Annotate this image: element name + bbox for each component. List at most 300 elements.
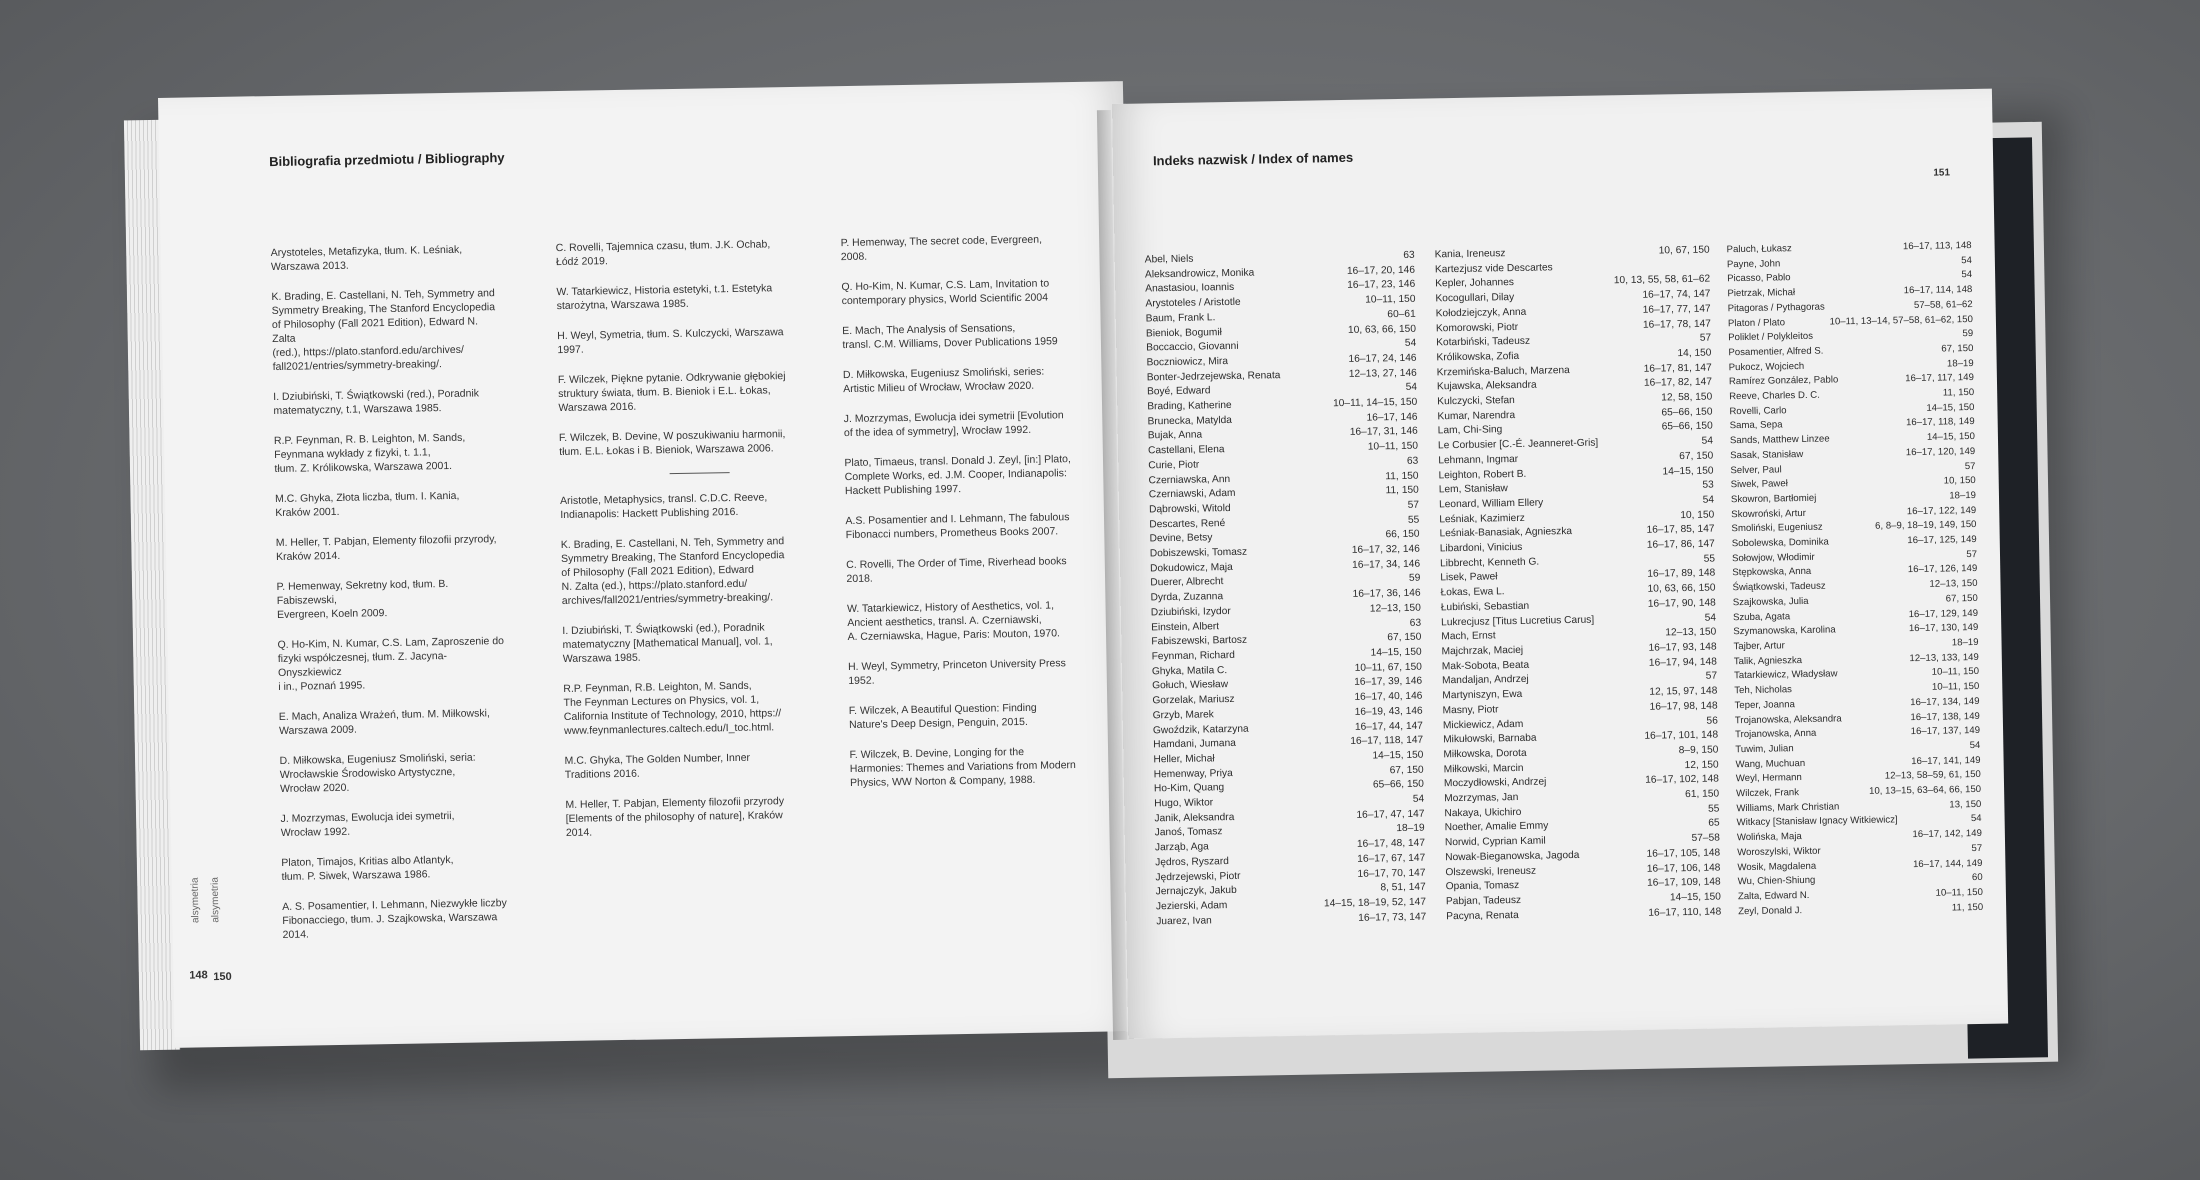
index-pages: 16–17, 23, 146 <box>1347 279 1416 292</box>
index-name: Sama, Sepa <box>1729 419 1783 432</box>
bibliography-entry: H. Weyl, Symmetry, Princeton University Press 1952. <box>847 657 1066 688</box>
index-pages: 16–17, 118, 149 <box>1905 416 1975 429</box>
bibliography-entry: J. Mozrzymas, Ewolucja idei symetrii [Evolution of the idea of symmetry], Wrocław 1992. <box>843 409 1064 440</box>
index-pages: 57–58 <box>1691 832 1721 845</box>
index-pages: 14–15, 150 <box>1662 465 1714 477</box>
bibliography-entry: Q. Ho-Kim, N. Kumar, C.S. Lam, Invitation to contemporary physics, World Scientific 2004 <box>841 277 1050 308</box>
index-name: Łokas, Ewa L. <box>1440 586 1505 599</box>
index-pages: 16–17, 109, 148 <box>1646 876 1721 890</box>
index-name: Janik, Aleksandra <box>1154 811 1235 825</box>
bibliography-entry: E. Mach, Analiza Wrażeń, tłum. M. Miłkowski, Warszawa 2009. <box>278 707 490 737</box>
index-name: Libardoni, Vinicius <box>1439 541 1523 555</box>
index-pages: 16–17, 102, 148 <box>1645 773 1719 787</box>
index-name: Reeve, Charles D. C. <box>1729 389 1820 403</box>
index-name: Szuba, Agata <box>1732 610 1791 623</box>
index-pages: 10–11, 14–15, 150 <box>1332 396 1418 410</box>
bibliography-entry: J. Mozrzymas, Ewolucja idei symetrii, Wrocław 1992. <box>280 809 455 839</box>
index-name: Bonter-Jedrzejewska, Renata <box>1146 369 1281 384</box>
index-name: Łubiński, Sebastian <box>1440 600 1530 614</box>
index-pages: 14–15, 150 <box>1926 401 1975 414</box>
index-pages: 12–13, 133, 149 <box>1909 651 1979 664</box>
index-pages: 16–17, 36, 146 <box>1352 587 1421 601</box>
bibliography-entry: P. Hemenway, Sekretny kod, tłum. B. Fabiszewski, Evergreen, Koeln 2009. <box>276 578 449 622</box>
index-column-1 <box>1145 249 1427 930</box>
index-pages: 16–17, 144, 149 <box>1912 857 1983 870</box>
bibliography-entry: P. Hemenway, The secret code, Evergreen, 2008. <box>840 233 1043 264</box>
index-name: Einstein, Albert <box>1151 620 1220 633</box>
index-name: Leśniak, Kazimierz <box>1439 512 1525 526</box>
bibliography-entry: M. Heller, T. Pabjan, Elementy filozofii przyrody [Elements of the philosophy of nature], Kraków 2014. <box>565 795 785 839</box>
side-label: alsymetria <box>209 877 222 923</box>
index-pages: 12, 58, 150 <box>1661 391 1713 404</box>
index-name: Descartes, René <box>1149 517 1226 531</box>
index-name: Miłkowska, Dorota <box>1443 747 1527 761</box>
index-pages: 10, 63, 66, 150 <box>1347 323 1417 336</box>
index-pages: 18–19 <box>1949 489 1977 502</box>
index-name: Selver, Paul <box>1730 463 1782 476</box>
index-pages: 55 <box>1703 553 1716 565</box>
index-name: Dokudowicz, Maja <box>1150 561 1233 575</box>
index-pages: 55 <box>1707 803 1720 815</box>
index-name: Sołowjow, Włodimir <box>1731 551 1815 565</box>
bibliography-entry: I. Dziubiński, T. Świątkowski (red.), Poradnik matematyczny, t.1, Warszawa 1985. <box>273 387 480 418</box>
bibliography-entry: F. Wilczek, A Beautiful Question: Finding Nature's Deep Design, Penguin, 2015. <box>848 701 1037 732</box>
divider <box>670 472 730 474</box>
index-pages: 12, 150 <box>1684 759 1719 771</box>
index-pages: 18–19 <box>1946 357 1974 370</box>
index-name: Wosik, Magdalena <box>1737 860 1817 873</box>
index-pages: 16–17, 48, 147 <box>1356 837 1426 850</box>
index-name: Nakaya, Ukichiro <box>1444 806 1522 820</box>
index-name: Sands, Matthew Linzee <box>1729 433 1830 447</box>
index-name: Moczydłowski, Andrzej <box>1443 776 1547 790</box>
right-page <box>1112 89 2008 1039</box>
index-pages: 8, 51, 147 <box>1380 881 1426 894</box>
bibliography-entry: Aristotle, Metaphysics, transl. C.D.C. Reeve, Indianapolis: Hackett Publishing 2016. <box>559 491 768 522</box>
index-name: Dziubiński, Izydor <box>1150 605 1231 619</box>
index-pages: 16–17, 85, 147 <box>1646 523 1715 537</box>
index-pages: 57 <box>1407 499 1420 511</box>
index-pages: 16–17, 20, 146 <box>1346 264 1416 277</box>
index-pages: 16–17, 105, 148 <box>1646 847 1721 860</box>
index-pages: 16–17, 138, 149 <box>1910 710 1980 723</box>
index-name: Duerer, Albrecht <box>1150 576 1224 589</box>
index-pages: 14–15, 150 <box>1372 749 1424 762</box>
side-label: alsymetria <box>189 877 202 924</box>
index-pages: 59 <box>1962 328 1974 340</box>
bibliography-entry: M.C. Ghyka, Złota liczba, tłum. I. Kania, Kraków 2001. <box>274 489 460 520</box>
index-pages: 16–17, 77, 147 <box>1642 303 1711 316</box>
bibliography-entry: F. Wilczek, B. Devine, W poszukiwaniu harmonii, tłum. E.L. Łokas i B. Bieniok, Warszawa 2006. <box>558 428 786 459</box>
index-pages: 67, 150 <box>1945 592 1978 605</box>
index-name: Ghyka, Matila C. <box>1151 664 1228 678</box>
index-pages: 54 <box>1961 269 1973 281</box>
index-name: Anastasiou, Ioannis <box>1145 282 1235 295</box>
index-name: Nowak-Bieganowska, Jagoda <box>1445 849 1580 864</box>
index-pages: 10, 13–15, 63–64, 66, 150 <box>1868 783 1982 797</box>
index-name: Jernajczyk, Jakub <box>1155 885 1237 898</box>
index-name: Platon / Plato <box>1727 316 1786 329</box>
index-pages: 16–17, 142, 149 <box>1912 828 1982 841</box>
index-pages: 54 <box>1704 612 1717 624</box>
index-name: Tuwim, Julian <box>1735 743 1794 756</box>
index-name: Kotarbiński, Tadeusz <box>1436 335 1531 349</box>
bibliography-entry: C. Rovelli, The Order of Time, Riverhead books 2018. <box>846 555 1067 586</box>
index-pages: 8–9, 150 <box>1678 744 1719 757</box>
index-name: Krzemińska-Baluch, Marzena <box>1436 364 1570 378</box>
page-number: 150 <box>213 970 232 984</box>
index-pages: 54 <box>1412 793 1425 805</box>
index-pages: 16–17, 34, 146 <box>1352 558 1421 571</box>
index-pages: 57 <box>1964 460 1976 472</box>
index-name: Mach, Ernst <box>1441 630 1496 643</box>
index-pages: 54 <box>1701 435 1714 447</box>
index-pages: 16–17, 44, 147 <box>1354 720 1423 733</box>
index-name: Boccaccio, Giovanni <box>1146 341 1239 354</box>
index-pages: 55 <box>1407 514 1420 526</box>
bibliography-entry: I. Dziubiński, T. Świątkowski (ed.), Poradnik matematyczny [Mathematical Manual], vol. 1, Warszawa 1985. <box>562 621 773 666</box>
index-pages: 16–17, 40, 146 <box>1354 690 1423 703</box>
left-page <box>158 81 1139 1048</box>
index-pages: 16–17, 67, 147 <box>1357 852 1426 865</box>
bibliography-entry: K. Brading, E. Castellani, N. Teh, Symmetry and Symmetry Breaking, The Stanford Encyclopedia of Philosophy (Fall 2021 Edition), Edward N. Zalta (ed.), https://plato.stanford.edu/ archives/fall2021/entries/symmetry-breaking/. <box>560 535 785 608</box>
index-pages: 16–17, 129, 149 <box>1908 607 1979 620</box>
index-name: Kujawska, Aleksandra <box>1436 379 1537 393</box>
index-name: Zalta, Edward N. <box>1737 889 1810 903</box>
index-name: Dyrda, Zuzanna <box>1150 591 1224 604</box>
index-pages: 16–17, 101, 148 <box>1644 729 1719 743</box>
index-name: Wu, Chien-Shiung <box>1737 875 1816 888</box>
index-name: Payne, John <box>1726 258 1781 270</box>
index-pages: 67, 150 <box>1387 631 1422 644</box>
index-pages: 16–17, 70, 147 <box>1357 867 1426 880</box>
index-pages: 14–15, 18–19, 52, 147 <box>1323 896 1427 910</box>
index-pages: 16–17, 106, 148 <box>1646 862 1721 875</box>
index-name: Bieniok, Bogumił <box>1145 326 1222 339</box>
index-name: Paluch, Łukasz <box>1726 243 1792 256</box>
index-name: Kocogullari, Dilay <box>1435 292 1515 305</box>
index-name: Kulczycki, Stefan <box>1437 395 1515 408</box>
bibliography-column-1 <box>271 242 513 958</box>
bibliography-entry: A. S. Posamentier, I. Lehmann, Niezwykłe liczby Fibonacciego, tłum. J. Szajkowska, Warszawa 2014. <box>282 897 507 941</box>
index-pages: 10–11, 150 <box>1931 666 1980 679</box>
index-name: Stępkowska, Anna <box>1732 566 1812 579</box>
index-pages: 13, 150 <box>1949 798 1982 811</box>
index-pages: 66, 150 <box>1385 529 1420 541</box>
index-pages: 10–11, 150 <box>1931 681 1980 693</box>
index-pages: 12–13, 150 <box>1369 602 1421 615</box>
index-pages: 16–17, 122, 149 <box>1906 504 1977 517</box>
index-name: Mak-Sobota, Beata <box>1441 659 1530 673</box>
index-pages: 65 <box>1708 817 1720 830</box>
index-pages: 16–17, 137, 149 <box>1910 725 1981 738</box>
index-name: Mozrzymas, Jan <box>1444 792 1519 805</box>
index-name: Boczniowicz, Mira <box>1146 355 1229 369</box>
index-name: Czerniawska, Ann <box>1148 473 1231 486</box>
index-pages: 16–17, 78, 147 <box>1642 318 1712 331</box>
page-number-prev: 148 <box>189 969 208 982</box>
index-name: Picasso, Pablo <box>1727 272 1791 285</box>
index-name: Talik, Agnieszka <box>1733 654 1803 667</box>
index-name: Norwid, Cyprian Kamil <box>1444 835 1546 849</box>
index-name: Noether, Amalie Emmy <box>1444 820 1549 834</box>
index-name: Miłkowski, Marcin <box>1443 762 1524 775</box>
index-name: Weyl, Hermann <box>1735 772 1802 785</box>
index-pages: 63 <box>1409 617 1422 629</box>
bibliography-entry: W. Tatarkiewicz, History of Aesthetics, vol. 1, Ancient aesthetics, transl. A. Czerniawski, A. Czerniawska, Hague, Paris: Mouton, 1970. <box>846 599 1061 644</box>
index-name: Opania, Tomasz <box>1445 880 1520 893</box>
index-name: Rovelli, Carlo <box>1729 405 1787 418</box>
index-pages: 16–17, 47, 147 <box>1356 808 1425 821</box>
index-pages: 16–17, 117, 149 <box>1905 372 1975 385</box>
index-name: Czerniawski, Adam <box>1148 488 1236 501</box>
index-pages: 67, 150 <box>1389 764 1424 776</box>
index-name: Smoliński, Eugeniusz <box>1731 522 1823 535</box>
index-pages: 10–11, 67, 150 <box>1354 661 1422 674</box>
index-name: Martyniszyn, Ewa <box>1442 689 1523 702</box>
index-pages: 6, 8–9, 18–19, 149, 150 <box>1875 519 1977 533</box>
index-name: Fabiszewski, Bartosz <box>1151 635 1248 648</box>
index-column-3 <box>1727 239 1984 920</box>
index-name: Trojanowska, Anna <box>1735 728 1817 741</box>
index-name: Grzyb, Marek <box>1152 709 1214 722</box>
index-name: Majchrzak, Maciej <box>1441 644 1524 658</box>
index-pages: 11, 150 <box>1385 470 1419 482</box>
index-name: Aleksandrowicz, Monika <box>1144 267 1255 281</box>
index-name: Świątkowski, Tadeusz <box>1732 580 1826 594</box>
index-name: Ramírez González, Pablo <box>1728 374 1839 388</box>
index-name: Kepler, Johannes <box>1435 277 1515 290</box>
index-pages: 16–17, 141, 149 <box>1911 754 1981 767</box>
index-column-2 <box>1435 244 1722 925</box>
index-pages: 16–17, 93, 148 <box>1648 641 1717 654</box>
bibliography-entry: A.S. Posamentier and I. Lehmann, The fabulous Fibonacci numbers, Prometheus Books 2007. <box>845 511 1070 542</box>
index-name: Trojanowska, Aleksandra <box>1734 712 1842 726</box>
bibliography-entry: R.P. Feynman, R. B. Leighton, M. Sands, Feynmana wykłady z fizyki, t. 1.1, tłum. Z. Królikowska, Warszawa 2001. <box>273 431 466 476</box>
index-pages: 16–17, 134, 149 <box>1910 695 1980 708</box>
index-pages: 16–17, 73, 147 <box>1358 911 1427 924</box>
index-name: Mickiewicz, Adam <box>1442 718 1524 731</box>
index-name: Posamentier, Alfred S. <box>1728 345 1824 359</box>
index-name: Libbrecht, Kenneth G. <box>1439 556 1540 570</box>
index-name: Sasak, Stanisław <box>1730 448 1804 462</box>
index-name: Jędrzejewski, Piotr <box>1155 870 1241 883</box>
index-pages: 54 <box>1961 254 1972 266</box>
index-name: Curie, Piotr <box>1148 459 1200 472</box>
index-name: Jezierski, Adam <box>1155 900 1228 913</box>
index-name: Arystoteles / Aristotle <box>1145 296 1241 310</box>
index-name: Leonard, William Ellery <box>1438 497 1544 511</box>
index-name: Dobiszewski, Tomasz <box>1149 546 1248 560</box>
index-name: Gołuch, Wiesław <box>1152 679 1229 692</box>
index-name: Teper, Joanna <box>1734 698 1795 712</box>
index-name: Witkacy [Stanisław Ignacy Witkiewicz] <box>1736 814 1898 829</box>
index-pages: 16–17, 126, 149 <box>1907 563 1978 576</box>
index-name: Baum, Frank L. <box>1145 312 1216 325</box>
bibliography-entry: E. Mach, The Analysis of Sensations, transl. C.M. Williams, Dover Publications 1959 <box>842 322 1058 352</box>
index-name: Devine, Betsy <box>1149 532 1213 545</box>
index-pages: 56 <box>1706 715 1718 727</box>
index-pages: 10, 63, 66, 150 <box>1647 582 1716 595</box>
index-name: Mikułowski, Barnaba <box>1443 732 1537 746</box>
bibliography-entry: Arystoteles, Metafizyka, tłum. K. Leśniak, Warszawa 2013. <box>270 243 463 274</box>
index-pages: 54 <box>1702 494 1715 506</box>
index-name: Janoś, Tomasz <box>1154 826 1223 839</box>
bibliography-entry: M. Heller, T. Pabjan, Elementy filozofii przyrody, Kraków 2014. <box>275 533 497 564</box>
index-name: Lem, Stanisław <box>1438 483 1508 496</box>
index-pages: 57 <box>1966 548 1978 560</box>
index-pages: 65–66, 150 <box>1661 421 1713 433</box>
index-pages: 16–17, 81, 147 <box>1643 362 1712 375</box>
index-name: Williams, Mark Christian <box>1736 801 1840 814</box>
index-pages: 11, 150 <box>1385 484 1419 497</box>
index-name: Kumar, Narendra <box>1437 409 1516 423</box>
index-name: Kartezjusz vide Descartes <box>1434 262 1553 276</box>
bibliography-column-2 <box>556 237 827 856</box>
index-entry <box>1738 901 1983 920</box>
index-pages: 54 <box>1970 813 1982 825</box>
index-pages: 61, 150 <box>1685 788 1720 801</box>
index-pages: 16–17, 98, 148 <box>1649 700 1718 713</box>
bibliography-entry: F. Wilczek, Piękne pytanie. Odkrywanie głębokiej struktury świata, tłum. B. Bieniok i E.L. Łokas, Warszawa 2016. <box>557 370 786 415</box>
index-name: Sobolewska, Dominika <box>1731 536 1829 550</box>
index-pages: 18–19 <box>1951 636 1979 649</box>
index-pages: 63 <box>1406 455 1419 467</box>
index-pages: 16–17, 114, 148 <box>1903 284 1973 297</box>
index-pages: 54 <box>1404 337 1417 350</box>
index-name: Lehmann, Ingmar <box>1438 453 1519 467</box>
index-pages: 16–17, 130, 149 <box>1908 622 1979 635</box>
index-pages: 11, 150 <box>1942 387 1975 399</box>
index-pages: 11, 150 <box>1951 901 1984 914</box>
index-name: Le Corbusier [C.-É. Jeanneret-Gris] <box>1437 437 1599 452</box>
index-pages: 12–13, 27, 146 <box>1348 367 1417 380</box>
bibliography-entry: Q. Ho-Kim, N. Kumar, C.S. Lam, Zaproszenie do fizyki współczesnej, tłum. Z. Jacyna-Onyszkiewicz i in., Poznań 1995. <box>277 635 505 693</box>
index-pages: 16–17, 125, 149 <box>1907 534 1977 547</box>
bibliography-entry: R.P. Feynman, R.B. Leighton, M. Sands, The Feynman Lectures on Physics, vol. 1, California Institute of Technology, 2010, https:// www.feynmanlectures.caltech.edu/I_toc.html. <box>563 679 782 738</box>
index-pages: 54 <box>1969 739 1981 752</box>
index-pages: 16–17, 146 <box>1366 411 1418 424</box>
index-name: Brunecka, Matylda <box>1147 414 1233 428</box>
index-pages: 12–13, 58–59, 61, 150 <box>1884 769 1981 782</box>
bibliography-entry: W. Tatarkiewicz, Historia estetyki, t.1. Estetyka starożytna, Warszawa 1985. <box>556 282 773 313</box>
index-name: Castellani, Elena <box>1147 444 1225 457</box>
index-pages: 16–17, 89, 148 <box>1647 568 1716 581</box>
index-pages: 59 <box>1408 573 1421 585</box>
index-name: Gwoździk, Katarzyna <box>1152 723 1249 736</box>
index-name: Tajber, Artur <box>1733 640 1785 653</box>
index-pages: 16–19, 43, 146 <box>1354 705 1423 718</box>
bibliography-entry: D. Miłkowska, Eugeniusz Smoliński, series: Artistic Milieu of Wrocław, Wrocław 2020. <box>842 365 1045 396</box>
index-name: Wilczek, Frank <box>1736 787 1800 800</box>
index-name: Hamdani, Jumana <box>1153 738 1236 751</box>
index-pages: 12–13, 150 <box>1665 626 1717 639</box>
index-pages: 10–11, 150 <box>1367 440 1419 453</box>
index-name: Olszewski, Ireneusz <box>1445 865 1537 878</box>
bibliography-heading: Bibliografia przedmiotu / Bibliography <box>268 149 505 170</box>
index-name: Mandaljan, Andrzej <box>1442 674 1529 687</box>
index-name: Bujak, Anna <box>1147 429 1203 442</box>
index-name: Szymanowska, Karolina <box>1733 624 1836 638</box>
index-name: Brading, Katherine <box>1147 399 1232 413</box>
index-pages: 57 <box>1705 670 1718 683</box>
index-name: Szajkowska, Julia <box>1732 595 1809 609</box>
index-pages: 16–17, 32, 146 <box>1351 543 1420 556</box>
index-name: Wang, Muchuan <box>1735 757 1806 770</box>
index-pages: 54 <box>1405 382 1418 394</box>
index-pages: 16–17, 24, 146 <box>1348 352 1417 365</box>
bibliography-entry: H. Weyl, Symetria, tłum. S. Kulczycki, Warszawa 1997. <box>557 326 784 357</box>
index-name: Hemenway, Priya <box>1153 767 1233 780</box>
index-name: Lukrecjusz [Titus Lucretius Carus] <box>1441 614 1595 628</box>
index-pages: 67, 150 <box>1941 342 1974 355</box>
index-pages: 10–11, 150 <box>1935 886 1983 899</box>
bibliography-entry: D. Miłkowska, Eugeniusz Smoliński, seria: Wrocławskie Środowisko Artystyczne, Wrocław 2020. <box>279 751 476 795</box>
index-pages: 16–17, 74, 147 <box>1642 288 1711 301</box>
index-pages: 16–17, 94, 148 <box>1648 656 1717 669</box>
index-pages: 57 <box>1971 842 1983 854</box>
index-pages: 53 <box>1702 479 1714 492</box>
index-name: Leighton, Robert B. <box>1438 468 1527 481</box>
index-pages: 12, 15, 97, 148 <box>1649 685 1718 698</box>
index-name: Pukocz, Wojciech <box>1728 360 1805 373</box>
index-name: Pabjan, Tadeusz <box>1445 894 1522 908</box>
index-name: Komorowski, Piotr <box>1435 321 1519 334</box>
index-name: Skowroński, Artur <box>1731 507 1806 520</box>
index-name: Leśniak-Banasiak, Agnieszka <box>1439 526 1573 540</box>
index-pages: 10, 150 <box>1680 509 1715 521</box>
index-pages: 16–17, 39, 146 <box>1354 676 1423 689</box>
index-pages: 10, 150 <box>1943 475 1976 487</box>
index-name: Pietrzak, Michał <box>1727 287 1796 300</box>
index-name: Ho-Kim, Quang <box>1153 782 1225 795</box>
index-name: Feynman, Richard <box>1151 649 1235 663</box>
bibliography-entry: C. Rovelli, Tajemnica czasu, tłum. J.K. Ochab, Łódź 2019. <box>555 238 771 269</box>
index-name: Siwek, Paweł <box>1730 478 1788 491</box>
index-name: Poliklet / Polykleitos <box>1728 331 1814 344</box>
index-name: Abel, Niels <box>1144 253 1194 266</box>
index-name: Dąbrowski, Witold <box>1148 502 1231 516</box>
index-name: Lisek, Paweł <box>1440 571 1498 584</box>
index-pages: 65–66, 150 <box>1372 778 1425 791</box>
index-pages: 16–17, 118, 147 <box>1350 734 1424 748</box>
index-pages: 14–15, 150 <box>1926 431 1976 443</box>
index-pages: 14, 150 <box>1677 347 1712 360</box>
index-pages: 16–17, 86, 147 <box>1646 538 1715 551</box>
index-name: Jarząb, Aga <box>1154 841 1209 854</box>
index-pages: 16–17, 31, 146 <box>1349 426 1418 439</box>
index-pages: 10–11, 13–14, 57–58, 61–62, 150 <box>1829 313 1973 328</box>
page-number: 151 <box>1933 167 1951 179</box>
index-pages: 10, 13, 55, 58, 61–62 <box>1613 273 1711 287</box>
index-pages: 14–15, 150 <box>1370 646 1422 659</box>
index-name: Jędros, Ryszard <box>1155 855 1229 869</box>
index-pages: 60 <box>1971 872 1983 884</box>
index-name: Wolińska, Maja <box>1736 831 1802 844</box>
index-name: Tatarkiewicz, Władysław <box>1733 668 1838 682</box>
bibliography-entry: K. Brading, E. Castellani, N. Teh, Symmetry and Symmetry Breaking, The Stanford Encyclopedia of Philosophy (Fall 2021 Edition), Edward N. Zalta (red.), https://plato.stanford.edu/archives/ fall2021/entries/symmetry-breaking/. <box>271 287 496 374</box>
index-name: Zeyl, Donald J. <box>1738 904 1803 917</box>
index-name: Teh, Nicholas <box>1734 684 1793 697</box>
index-name: Boyé, Edward <box>1146 385 1211 398</box>
index-pages: 16–17, 82, 147 <box>1643 376 1713 390</box>
index-name: Skowron, Bartłomiej <box>1730 492 1817 506</box>
index-heading: Indeks nazwisk / Index of names <box>1152 149 1354 169</box>
index-pages: 57–58, 61–62 <box>1913 298 1973 311</box>
index-pages: 14–15, 150 <box>1669 891 1722 904</box>
index-pages: 16–17, 113, 148 <box>1902 240 1972 253</box>
index-name: Woroszylski, Wiktor <box>1737 845 1821 859</box>
